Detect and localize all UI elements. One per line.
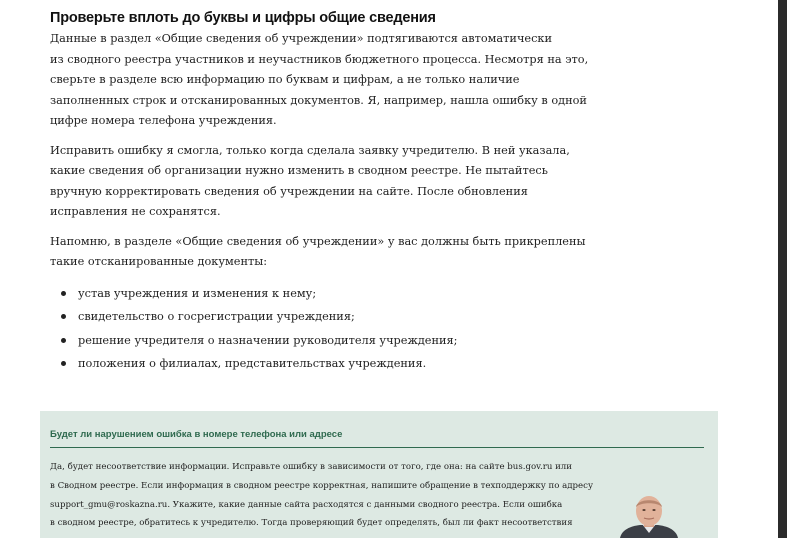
text-line: цифре номера телефона учреждения.: [50, 114, 277, 127]
list-item-text: положения о филиалах, представительствах учреждения.: [78, 357, 427, 370]
text-line: исправления не сохранятся.: [50, 205, 221, 218]
callout-divider: [50, 447, 704, 448]
list-item: [50, 282, 570, 306]
bullet-icon: [61, 361, 66, 366]
list-item-text: свидетельство о госрегистрации учреждения;: [78, 310, 355, 323]
paragraph-reminder: [50, 232, 586, 273]
bullet-icon: [61, 291, 66, 296]
callout-line: Да, будет несоответствие информации. Исправьте ошибку в зависимости от того, где она: на сайте bus.gov.ru или: [50, 462, 572, 472]
list-item: [50, 352, 570, 376]
text-line: сверьте в разделе всю информацию по буквам и цифрам, а не только наличие: [50, 73, 520, 86]
paragraph-fix: [50, 141, 570, 223]
paragraph-intro: [50, 29, 589, 132]
documents-list: [50, 282, 570, 376]
bullet-icon: [61, 314, 66, 319]
text-line: такие отсканированные документы:: [50, 255, 268, 268]
callout-line: в Сводном реестре. Если информация в сводном реестре корректная, напишите обращение в техподдержку по адресу: [50, 480, 594, 491]
bullet-icon: [61, 338, 66, 343]
text-line: из сводного реестра участников и неучастников бюджетного процесса. Несмотря на это,: [50, 52, 589, 66]
expert-photo: [614, 495, 684, 538]
list-item: [50, 305, 570, 329]
expert-portrait-image: [614, 495, 684, 538]
expert-callout: [40, 411, 718, 538]
callout-body: [50, 458, 610, 533]
text-line: Исправить ошибку я смогла, только когда сделала заявку учредителю. В ней указала,: [50, 143, 570, 157]
callout-line: support_gmu@roskazna.ru. Укажите, какие данные сайта расходятся с данными сводного реестра. Если ошибка: [50, 499, 563, 510]
right-edge-bar: [778, 0, 787, 538]
text-line: Данные в раздел «Общие сведения об учреждении» подтягиваются автоматически: [50, 32, 553, 45]
list-item: [50, 329, 570, 353]
list-item-text: устав учреждения и изменения к нему;: [78, 286, 317, 300]
text-line: вручную корректировать сведения об учреждении на сайте. После обновления: [50, 184, 528, 198]
section-heading: Проверьте вплоть до буквы и цифры общие сведения: [50, 10, 436, 26]
text-line: Напомню, в разделе «Общие сведения об учреждении» у вас должны быть прикреплены: [50, 234, 586, 248]
text-line: какие сведения об организации нужно изменить в сводном реестре. Не пытайтесь: [50, 164, 548, 177]
article-section: [50, 10, 589, 376]
text-line: заполненных строк и отсканированных документов. Я, например, нашла ошибку в одной: [50, 93, 587, 107]
callout-line: в сводном реестре, обратитесь к учредителю. Тогда проверяющий будет определять, был ли факт несоответствия: [50, 518, 573, 529]
list-item-text: решение учредителя о назначении руководителя учреждения;: [78, 333, 458, 347]
callout-title: Будет ли нарушением ошибка в номере телефона или адресе: [50, 429, 343, 440]
